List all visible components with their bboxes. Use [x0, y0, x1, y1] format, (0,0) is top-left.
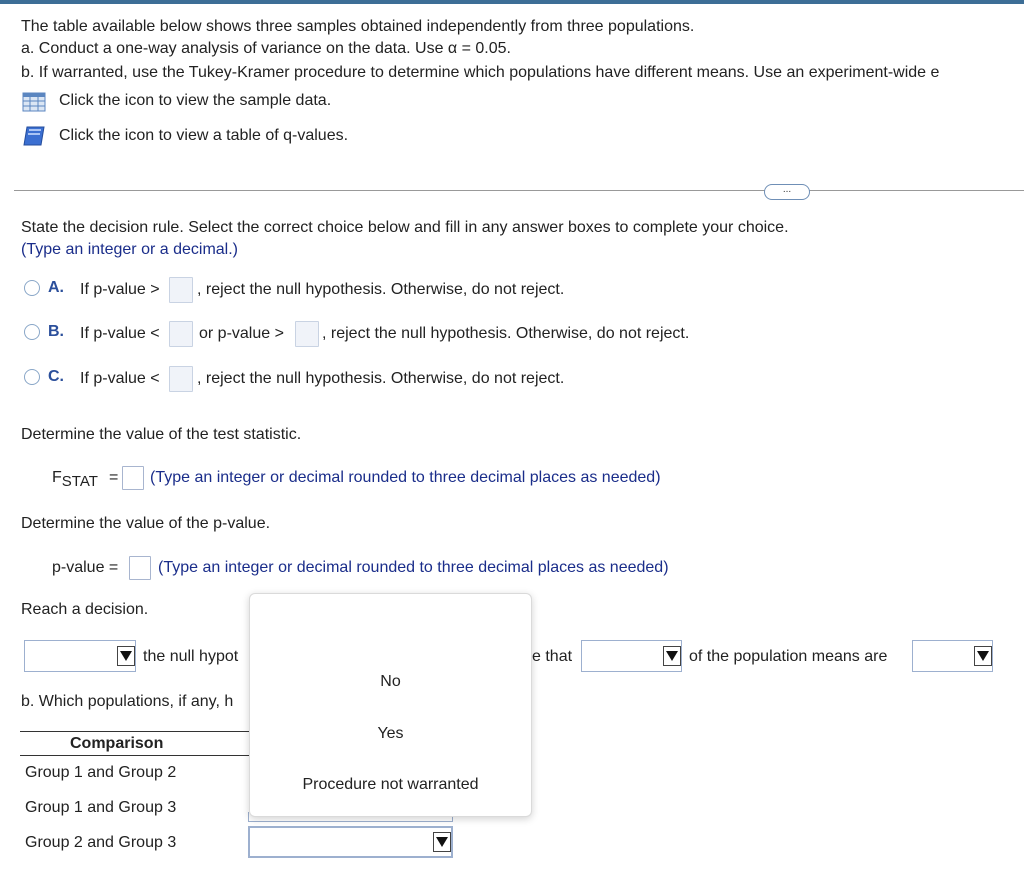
option-c-radio[interactable] — [24, 369, 40, 385]
option-b-input-2[interactable] — [295, 321, 319, 347]
fstat-label-main: F — [52, 469, 62, 486]
popup-option-no[interactable]: No — [380, 673, 401, 690]
top-accent-bar — [0, 0, 1024, 4]
option-b-radio[interactable] — [24, 324, 40, 340]
option-b-input-1[interactable] — [169, 321, 193, 347]
option-c-pre: If p-value < — [80, 370, 160, 387]
option-b-letter: B. — [48, 323, 64, 340]
test-stat-prompt: Determine the value of the test statistic. — [21, 426, 302, 443]
chevron-down-icon — [117, 646, 135, 666]
fstat-label-sub: STAT — [61, 473, 98, 491]
option-a-post: , reject the null hypothesis. Otherwise, do not reject. — [197, 281, 565, 298]
pvalue-label: p-value = — [52, 559, 119, 576]
table-grid-icon[interactable] — [22, 92, 46, 112]
fstat-equals: = — [109, 469, 119, 486]
chevron-down-icon — [974, 646, 992, 666]
decision-rule-hint: (Type an integer or a decimal.) — [21, 241, 238, 258]
decision-mid-text: e that — [532, 648, 573, 665]
table-row: Group 2 and Group 3 — [25, 834, 177, 851]
option-a-radio[interactable] — [24, 280, 40, 296]
problem-line-3: b. If warranted, use the Tukey-Kramer procedure to determine which populations have different means. Use an experiment-wide e — [21, 64, 940, 81]
view-q-table-link[interactable]: Click the icon to view a table of q-values. — [59, 127, 349, 144]
pvalue-prompt: Determine the value of the p-value. — [21, 515, 271, 532]
option-a-input[interactable] — [169, 277, 193, 303]
part-b-prompt: b. Which populations, if any, h — [21, 693, 234, 710]
decision-dropdown-1[interactable] — [24, 640, 136, 672]
option-c-letter: C. — [48, 368, 64, 385]
decision-dropdown-3[interactable] — [912, 640, 993, 672]
decision-dropdown-2[interactable] — [581, 640, 682, 672]
table-top-rule — [20, 731, 250, 732]
book-icon[interactable] — [22, 125, 46, 145]
popup-option-yes[interactable]: Yes — [377, 725, 404, 742]
problem-line-1: The table available below shows three samples obtained independently from three populations. — [21, 18, 695, 35]
table-header-comparison: Comparison — [70, 735, 164, 752]
pvalue-input[interactable] — [129, 556, 151, 580]
table-row: Group 1 and Group 3 — [25, 799, 177, 816]
option-b-mid: or p-value > — [199, 325, 284, 342]
problem-line-2: a. Conduct a one-way analysis of variance on the data. Use α = 0.05. — [21, 40, 511, 57]
table-row: Group 1 and Group 2 — [25, 764, 177, 781]
decision-text-1: the null hypot — [143, 648, 239, 665]
decision-text-2: of the population means are — [689, 648, 888, 665]
fstat-label — [52, 469, 98, 490]
pvalue-hint: (Type an integer or decimal rounded to three decimal places as needed) — [158, 559, 669, 576]
view-sample-data-link[interactable]: Click the icon to view the sample data. — [59, 92, 332, 109]
popup-option-not-warranted[interactable]: Procedure not warranted — [302, 776, 479, 793]
section-divider — [14, 190, 1024, 191]
group-2-3-dropdown[interactable] — [248, 826, 453, 858]
dropdown-popup-menu — [249, 593, 532, 817]
chevron-down-icon — [663, 646, 681, 666]
fstat-input[interactable] — [122, 466, 144, 490]
option-c-post: , reject the null hypothesis. Otherwise, do not reject. — [197, 370, 565, 387]
table-header-rule — [20, 755, 250, 756]
option-c-input[interactable] — [169, 366, 193, 392]
chevron-down-icon — [433, 832, 451, 852]
decision-rule-prompt: State the decision rule. Select the correct choice below and fill in any answer boxes to complete your choice. — [21, 219, 789, 236]
option-b-pre: If p-value < — [80, 325, 160, 342]
more-button[interactable]: ... — [764, 184, 810, 200]
decision-prompt: Reach a decision. — [21, 601, 149, 618]
option-a-letter: A. — [48, 279, 64, 296]
fstat-hint: (Type an integer or decimal rounded to three decimal places as needed) — [150, 469, 661, 486]
option-b-post: , reject the null hypothesis. Otherwise, do not reject. — [322, 325, 690, 342]
option-a-pre: If p-value > — [80, 281, 160, 298]
